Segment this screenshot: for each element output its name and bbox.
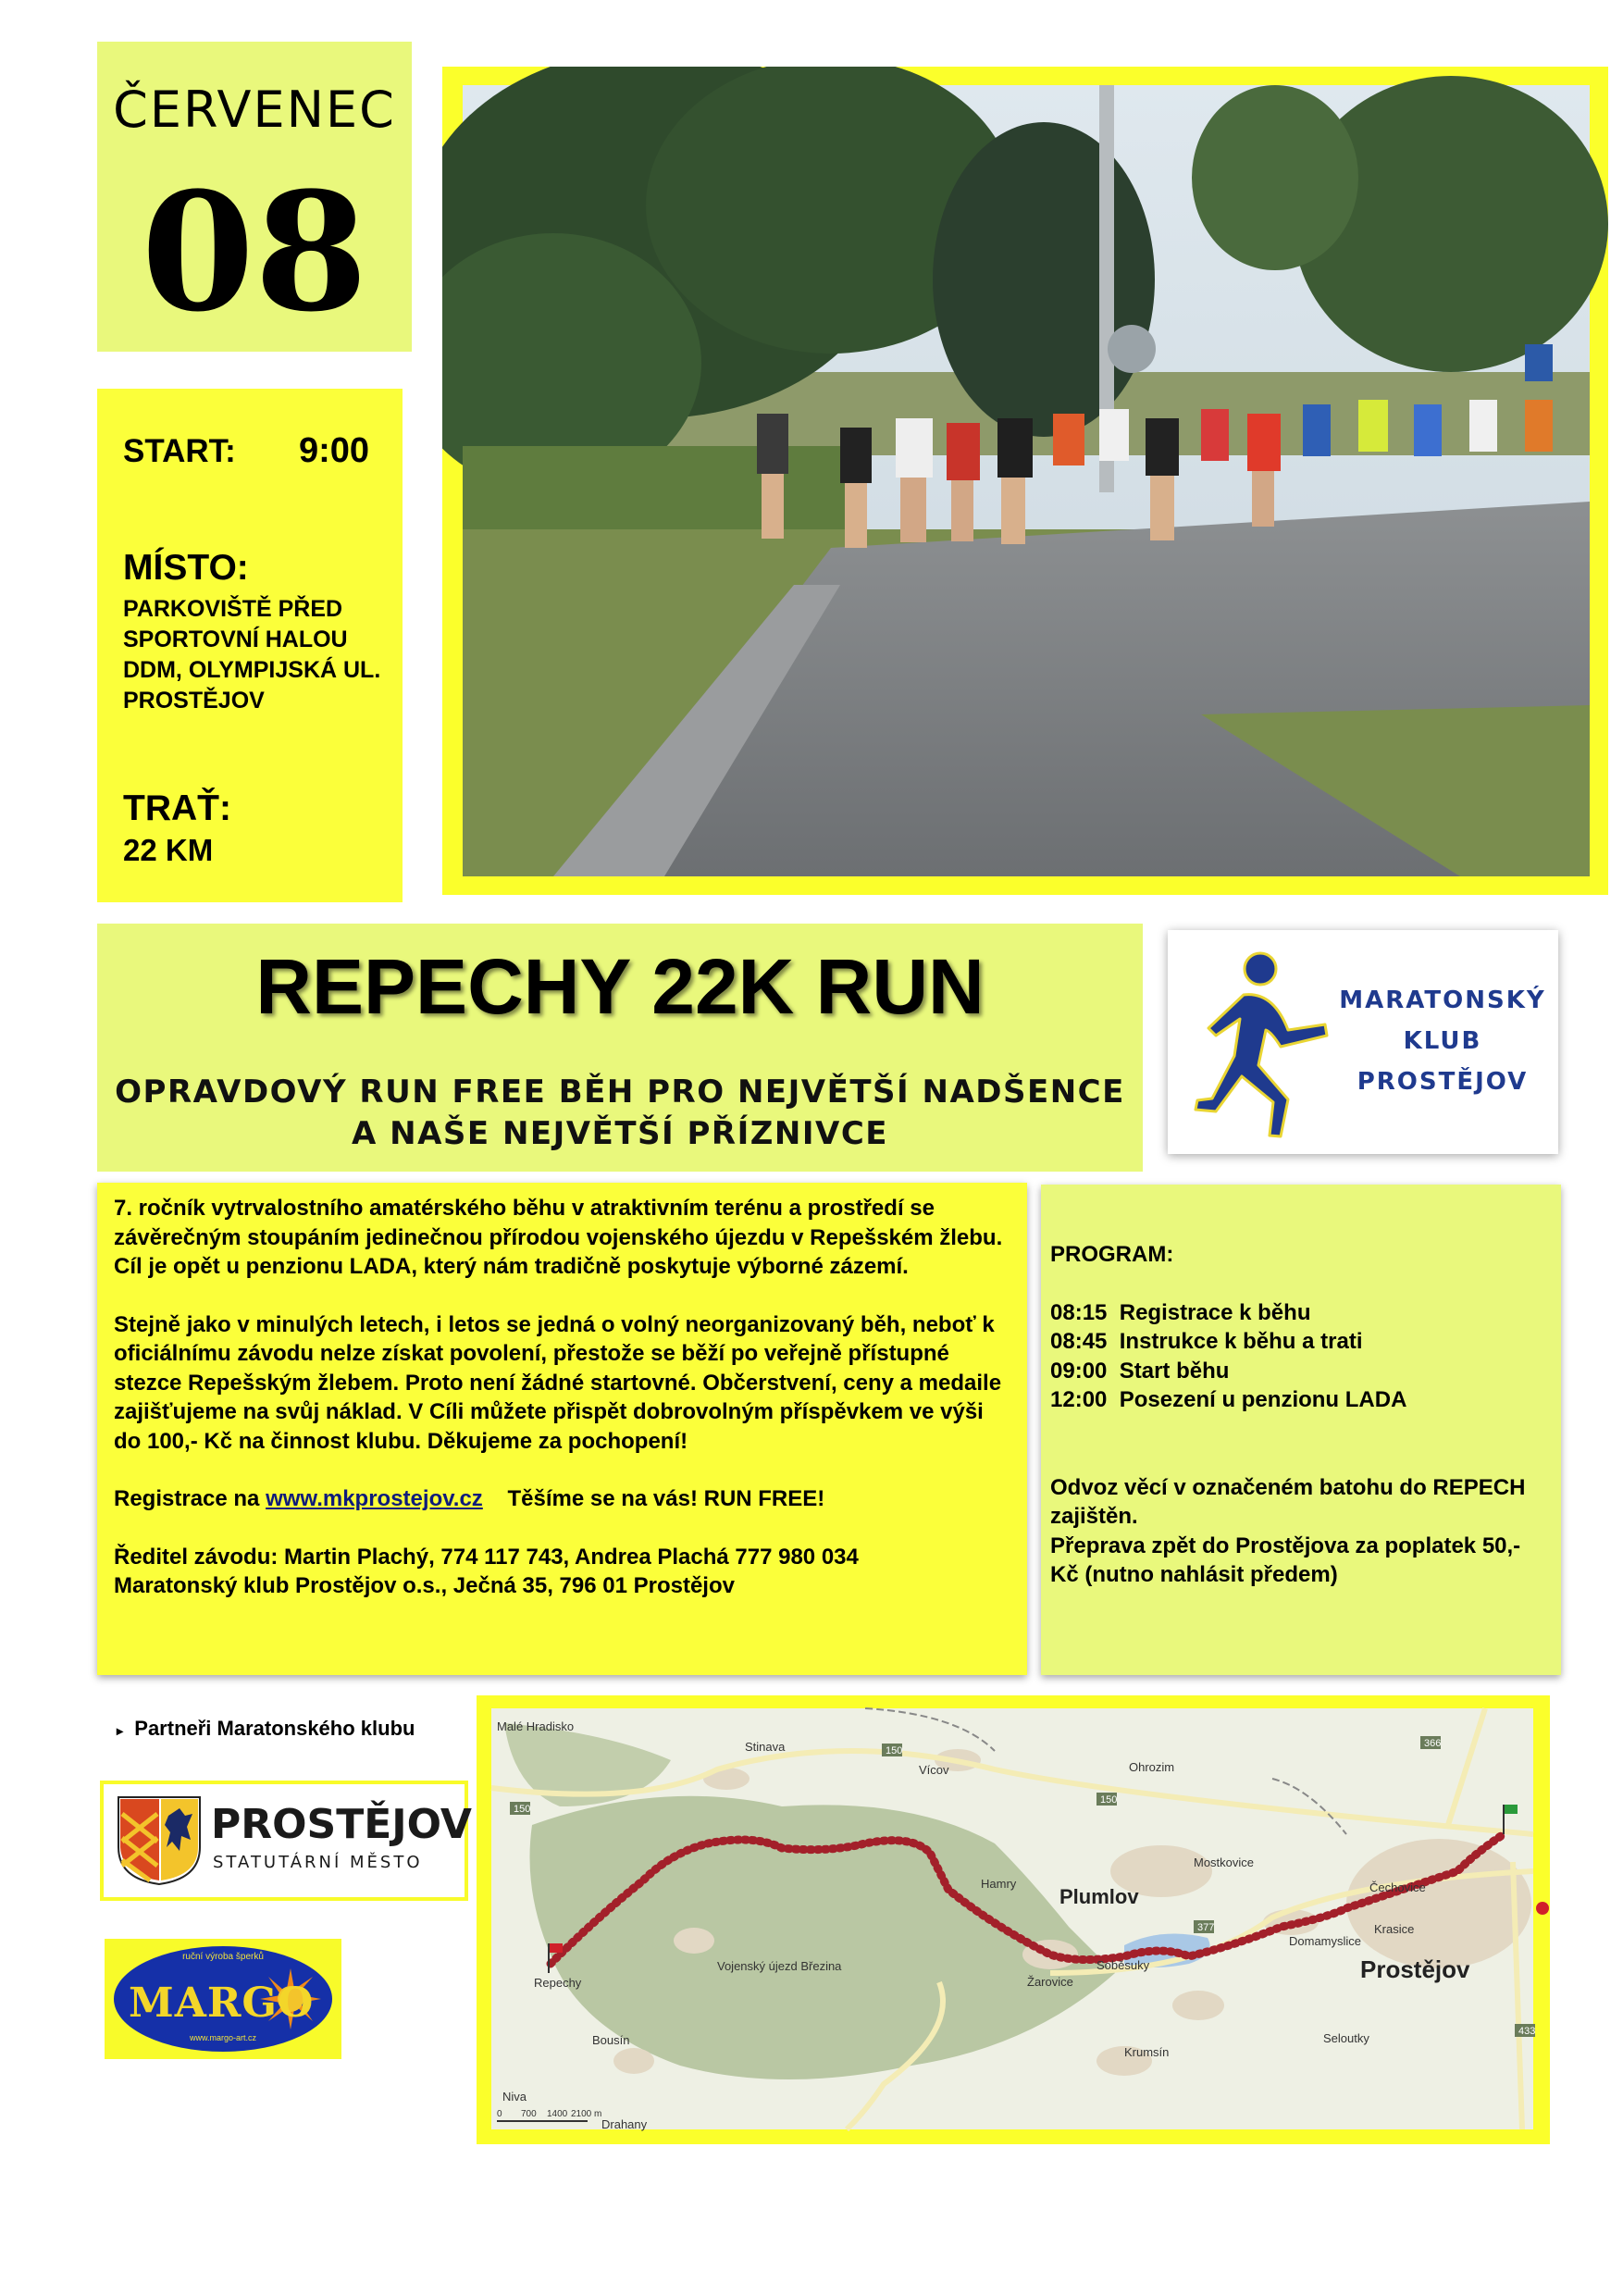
route-map-image [477, 1695, 1550, 2144]
svg-text:Krumsín: Krumsín [1124, 2045, 1170, 2059]
program-time: 08:15 [1050, 1299, 1108, 1325]
svg-text:366: 366 [1424, 1738, 1442, 1749]
city-subtitle: STATUTÁRNÍ MĚSTO [213, 1853, 423, 1872]
svg-text:Soběsuky: Soběsuky [1096, 1958, 1150, 1972]
svg-text:433: 433 [1518, 2026, 1536, 2037]
event-title: REPECHY 22K RUN [255, 943, 985, 1030]
subtitle-line: A NAŠE NEJVĚTŠÍ PŘÍZNIVCE [351, 1115, 888, 1152]
route-map [477, 1695, 1550, 2144]
margo-oval [114, 1946, 332, 2052]
svg-text:Vojenský újezd Březina: Vojenský újezd Březina [717, 1959, 842, 1973]
svg-text:Plumlov: Plumlov [1059, 1885, 1139, 1908]
svg-text:150: 150 [886, 1745, 903, 1756]
program-content [1050, 1240, 1550, 1590]
svg-text:Stinava: Stinava [745, 1740, 786, 1754]
svg-text:Prostějov: Prostějov [1360, 1955, 1470, 1983]
svg-text:Niva: Niva [502, 2090, 527, 2104]
svg-text:150: 150 [514, 1804, 531, 1815]
program-text: Posezení u penzionu LADA [1119, 1387, 1407, 1412]
program-box [1041, 1185, 1561, 1675]
city-name: PROSTĚJOV [211, 1801, 472, 1848]
luggage-note: Odvoz věcí v označeném batohu do REPECH zajištěn. [1050, 1474, 1526, 1529]
race-photo-image [442, 67, 1608, 895]
margo-name: MARGO [129, 1980, 315, 2027]
svg-text:Drahany: Drahany [601, 2117, 648, 2131]
place-label: MÍSTO: [123, 548, 249, 588]
margo-url: www.margo-art.cz [189, 2033, 256, 2042]
club-logo [1168, 930, 1558, 1154]
location-pin-icon [1536, 1902, 1549, 1915]
svg-text:Mostkovice: Mostkovice [1194, 1855, 1255, 1869]
city-coat-of-arms-icon [117, 1795, 202, 1886]
svg-text:Seloutky: Seloutky [1323, 2031, 1369, 2045]
svg-text:Krasice: Krasice [1374, 1922, 1415, 1936]
program-item [1050, 1357, 1550, 1386]
club-logo-line: KLUB [1403, 1027, 1482, 1055]
program-item [1050, 1327, 1550, 1357]
margo-tagline: ruční výroba šperků [182, 1952, 264, 1962]
place-line: PROSTĚJOV [123, 688, 265, 714]
margo-logo [105, 1939, 341, 2059]
place-line: PARKOVIŠTĚ PŘED [123, 596, 343, 622]
subtitle-line: OPRAVDOVÝ RUN FREE BĚH PRO NEJVĚTŠÍ NADŠENCE [115, 1074, 1125, 1111]
svg-text:Domamyslice: Domamyslice [1289, 1934, 1362, 1948]
svg-text:Hamry: Hamry [981, 1877, 1017, 1891]
svg-text:150: 150 [1100, 1794, 1118, 1806]
club-logo-line: PROSTĚJOV [1357, 1068, 1529, 1096]
place-line: DDM, OLYMPIJSKÁ UL. [123, 657, 381, 683]
track-value: 22 KM [123, 833, 214, 867]
description-p1: 7. ročník vytrvalostního amatérského běhu v atraktivním terénu a prostředí se závěrečným stoupáním jedinečnou přírodou vojenského újezdu v Repešském žlebu. Cíl je opět u penzionu LADA, který nám tradičně poskytuje výborné zázemí. [114, 1196, 1003, 1279]
svg-text:0: 0 [497, 2109, 502, 2119]
event-month: ČERVENEC [113, 81, 396, 139]
svg-text:700: 700 [521, 2109, 537, 2119]
program-heading: PROGRAM: [1050, 1242, 1174, 1267]
registration-suffix: Těšíme se na vás! RUN FREE! [507, 1486, 825, 1511]
event-info-box [97, 389, 403, 902]
triangle-bullet-icon: ▸ [117, 1723, 124, 1738]
program-text: Instrukce k běhu a trati [1119, 1329, 1363, 1354]
svg-text:Vícov: Vícov [919, 1763, 949, 1777]
program-item [1050, 1385, 1550, 1415]
svg-text:Žarovice: Žarovice [1027, 1975, 1073, 1989]
start-time: 9:00 [299, 431, 370, 470]
registration-prefix: Registrace na [114, 1486, 266, 1511]
start-label: START: [123, 433, 236, 469]
title-box [97, 924, 1143, 1172]
transport-note: Přeprava zpět do Prostějova za poplatek 50,- Kč (nutno nahlásit předem) [1050, 1533, 1521, 1587]
svg-text:Repechy: Repechy [534, 1976, 582, 1990]
track-label: TRAŤ: [123, 788, 231, 828]
runner-icon [1188, 947, 1336, 1141]
svg-text:Malé Hradisko: Malé Hradisko [497, 1719, 575, 1733]
partners-label [117, 1717, 415, 1741]
club-logo-text [1327, 980, 1558, 1102]
event-subtitle [97, 1072, 1143, 1155]
svg-text:377: 377 [1197, 1922, 1215, 1933]
club-address: Maratonský klub Prostějov o.s., Ječná 35, 796 01 Prostějov [114, 1573, 735, 1598]
description-p2: Stejně jako v minulých letech, i letos se jedná o volný neorganizovaný běh, neboť k oficiálnímu závodu nelze získat povolení, přestože se běží po veřejně přístupné stezce Repešským žlebem. Proto není žádné startovné. Občerstvení, ceny a medaile zajišťujeme na svůj náklad. V Cíli můžete přispět dobrovolným příspěvkem ve výši do 100,- Kč na činnost klubu. Děkujeme za pochopení! [114, 1311, 1002, 1454]
program-time: 09:00 [1050, 1358, 1108, 1384]
partners-label-text: Partneři Maratonského klubu [134, 1717, 415, 1740]
program-text: Registrace k běhu [1119, 1299, 1311, 1325]
club-website-link[interactable]: www.mkprostejov.cz [266, 1486, 483, 1511]
svg-text:Ohrozim: Ohrozim [1129, 1760, 1175, 1774]
date-box [97, 42, 412, 352]
svg-text:Čechovice: Čechovice [1369, 1880, 1426, 1894]
program-item [1050, 1298, 1550, 1328]
place-line: SPORTOVNÍ HALOU [123, 627, 348, 652]
svg-text:2100 m: 2100 m [571, 2109, 602, 2119]
svg-text:Bousín: Bousín [592, 2033, 630, 2047]
race-photo [442, 67, 1608, 895]
prostejov-city-logo [100, 1781, 472, 1901]
description-text [114, 1194, 1007, 1601]
svg-text:1400: 1400 [547, 2109, 568, 2119]
place-address [123, 594, 380, 716]
club-logo-line: MARATONSKÝ [1339, 987, 1546, 1014]
registration-line [114, 1484, 1007, 1514]
event-day: 08 [141, 156, 368, 348]
description-box [97, 1183, 1027, 1675]
program-time: 08:45 [1050, 1329, 1108, 1354]
program-text: Start běhu [1119, 1358, 1230, 1384]
program-time: 12:00 [1050, 1387, 1108, 1412]
race-director: Ředitel závodu: Martin Plachý, 774 117 743, Andrea Plachá 777 980 034 [114, 1544, 859, 1570]
